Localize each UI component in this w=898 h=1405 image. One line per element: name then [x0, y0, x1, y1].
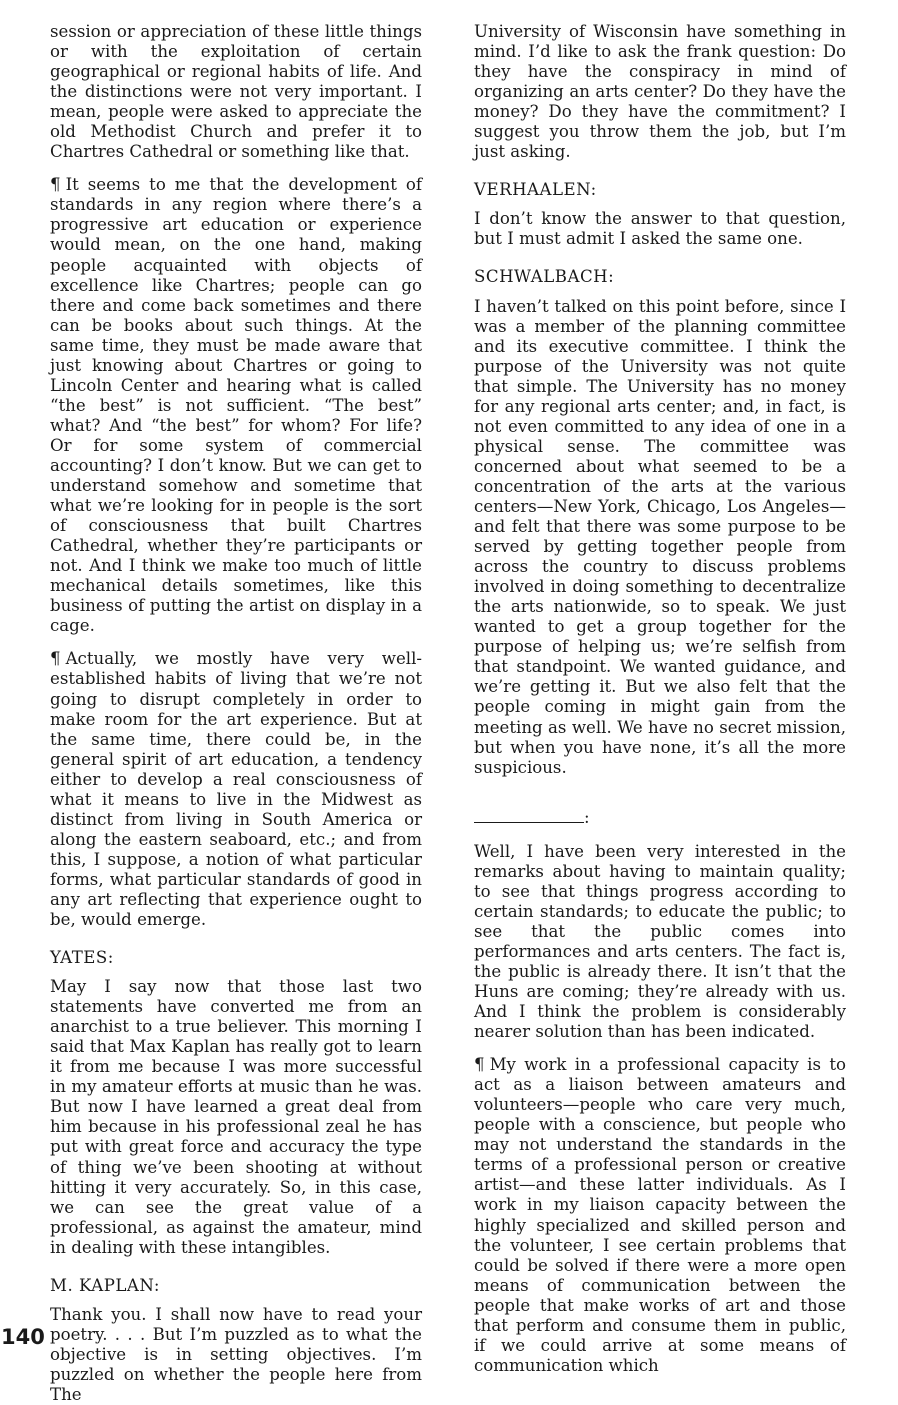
speaker-label-schwalbach: SCHWALBACH:: [474, 267, 615, 287]
paragraph: I haven’t talked on this point before, since I was a member of the planning committee and its executive committee. I think the purpose of the University was not quite that simple. The University has no money for any regional arts center; and, in fact, is not even committed to any idea of one in a physical sense. The committee was concerned about what seemed to be a concentration of the arts at the various centers—New York, Chicago, Los Angeles—and felt that there was some purpose to be served by getting together people from across the country to discuss problems involved in doing something to decentralize the arts nationwide, so to speak. We just wanted to get a group together for the purpose of helping us; we’re selfish from that standpoint. We wanted guidance, and we’re getting it. But we also felt that the people coming in might gain from the meeting as well. We have no secret mission, but when you have none, it’s all the more suspicious.: [474, 296, 846, 777]
paragraph: Thank you. I shall now have to read your poetry. . . . But I’m puzzled as to what the objective is in setting objectives. I’m puzzled on whether the people here from The: [50, 1304, 422, 1404]
paragraph: Well, I have been very interested in the remarks about having to maintain quality; to see that things progress according to certain standards; to educate the public; to see that the public comes into performances and arts centers. The fact is, the public is already there. It isn’t that the Huns are coming; they’re already with us. And I think the problem is considerably nearer solution than has been indicated.: [474, 841, 846, 1042]
left-column: [50, 22, 422, 1405]
speaker-label-yates: YATES:: [50, 948, 114, 968]
pilcrow-mark: ¶: [50, 175, 61, 195]
paragraph: May I say now that those last two statements have converted me from an anarchist to a true believer. This morning I said that Max Kaplan has really got to learn it from me because I was more successful in my amateur efforts at music than he was. But now I have learned a great deal from him because in his professional zeal he has put with great force and accuracy the type of thing we’ve been shooting at without hitting it very accurately. So, in this case, we can see the great value of a professional, as against the amateur, mind in dealing with these intangibles.: [50, 977, 422, 1257]
speaker-label-verhaalen: VERHAALEN:: [474, 180, 597, 200]
speaker-label-unnamed: [474, 808, 846, 828]
paragraph: [474, 1055, 846, 1376]
blank-name-line: [474, 822, 584, 823]
page-number: 140: [1, 1325, 45, 1349]
pilcrow-mark: ¶: [474, 1055, 485, 1075]
speaker-label-kaplan: M. KAPLAN:: [50, 1275, 160, 1295]
paragraph: [50, 175, 422, 636]
speaker-colon: :: [584, 807, 591, 827]
paragraph-text: Actually, we mostly have very well-established habits of living that we’re not going to disrupt completely in order to make room for the art experience. But at the same time, there could be, in the general spirit of art education, a tendency either to develop a real consciousness of what it means to live in the Midwest as distinct from living in South America or along the eastern seaboard, etc.; and from this, I suppose, a notion of what particular forms, what particular standards of good in any art reflecting that experience ought to be, would emerge.: [50, 649, 422, 930]
paragraph-text: It seems to me that the development of standards in any region where there’s a progressive art education or experience would mean, on the one hand, making people acquainted with objects of excellence like Chartres; people can go there and come back sometimes and there can be books about such things. At the same time, they must be made aware that just knowing about Chartres or going to Lincoln Center and hearing what is called “the best” is not sufficient. “The best” what? And “the best” for whom? For life? Or for some system of commercial accounting? I don’t know. But we can get to understand somehow and sometime that what we’re looking for in people is the sort of consciousness that built Chartres Cathedral, whether they’re participants or not. And I think we make too much of little mechanical details sometimes, like this business of putting the artist on display in a cage.: [50, 175, 422, 636]
paragraph: University of Wisconsin have something in mind. I’d like to ask the frank question: Do they have the conspiracy in mind of organizing an arts center? Do they have the money? Do they have the commitment? I suggest you throw them the job, but I’m just asking.: [474, 22, 846, 162]
paragraph: [50, 649, 422, 930]
paragraph-text: My work in a professional capacity is to act as a liaison between amateurs and volunteers—people who care very much, people with a conscience, but people who may not understand the standards in the terms of a professional person or creative artist—and these latter individuals. As I work in my liaison capacity between the highly specialized and skilled person and the volunteer, I see certain problems that could be solved if there were a more open means of communication between the people that make works of art and those that perform and consume them in public, if we could arrive at some means of communication which: [474, 1055, 846, 1375]
pilcrow-mark: ¶: [50, 649, 61, 669]
paragraph: session or appreciation of these little things or with the exploitation of certain geographical or regional habits of life. And the distinctions were not very important. I mean, people were asked to appreciate the old Methodist Church and prefer it to Chartres Cathedral or something like that.: [50, 22, 422, 162]
paragraph: I don’t know the answer to that question, but I must admit I asked the same one.: [474, 209, 846, 249]
right-column: [474, 22, 846, 1376]
